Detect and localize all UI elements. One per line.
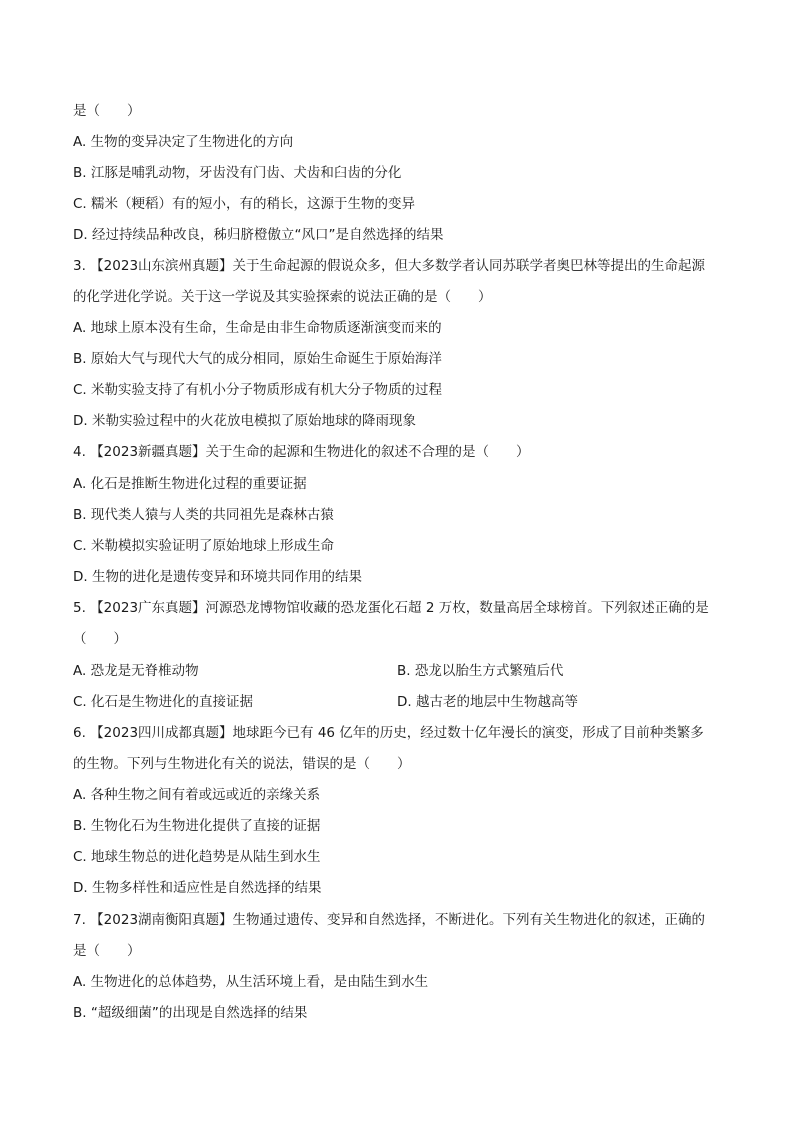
option-line: D. 生物的进化是遗传变异和环境共同作用的结果: [73, 569, 362, 585]
option-line: B. 原始大气与现代大气的成分相同，原始生命诞生于原始海洋: [73, 351, 442, 367]
option-line: B. 恐龙以胎生方式繁殖后代: [397, 663, 564, 679]
text-line: B. 江豚是哺乳动物，牙齿没有门齿、犬齿和臼齿的分化: [73, 165, 402, 181]
option-line: D. 生物多样性和适应性是自然选择的结果: [73, 880, 322, 896]
text-line: C. 糯米（粳稻）有的短小，有的稍长，这源于生物的变异: [73, 196, 416, 212]
question-text: （ ）: [73, 631, 127, 647]
question-text: 5. 【2023广东真题】河源恐龙博物馆收藏的恐龙蛋化石超 2 万枚，数量高居全球榜首。下列叙述正确的是: [73, 600, 709, 616]
option-line: B. 现代类人猿与人类的共同祖先是森林古猿: [73, 507, 334, 523]
option-line: B. “超级细菌”的出现是自然选择的结果: [73, 1005, 308, 1021]
option-line: A. 恐龙是无脊椎动物: [73, 663, 199, 679]
text-line: 是（ ）: [73, 103, 141, 119]
question-text: 的化学进化学说。关于这一学说及其实验探索的说法正确的是（ ）: [73, 289, 492, 305]
option-line: C. 地球生物总的进化趋势是从陆生到水生: [73, 849, 321, 865]
option-line: A. 地球上原本没有生命，生命是由非生命物质逐渐演变而来的: [73, 320, 442, 336]
question-text: 3. 【2023山东滨州真题】关于生命起源的假说众多，但大多数学者认同苏联学者奥巴林等提出的生命起源: [73, 258, 706, 274]
option-line: D. 米勒实验过程中的火花放电模拟了原始地球的降雨现象: [73, 413, 416, 429]
question-text: 7. 【2023湖南衡阳真题】生物通过遗传、变异和自然选择，不断进化。下列有关生物进化的叙述，正确的: [73, 912, 706, 928]
question-text: 4. 【2023新疆真题】关于生命的起源和生物进化的叙述不合理的是（ ）: [73, 444, 530, 460]
text-line: A. 生物的变异决定了生物进化的方向: [73, 134, 294, 150]
question-text: 是（ ）: [73, 943, 141, 959]
option-line: C. 米勒模拟实验证明了原始地球上形成生命: [73, 538, 335, 554]
option-line: A. 化石是推断生物进化过程的重要证据: [73, 476, 307, 492]
text-line: D. 经过持续品种改良，秭归脐橙傲立“风口”是自然选择的结果: [73, 227, 444, 243]
option-line: B. 生物化石为生物进化提供了直接的证据: [73, 818, 321, 834]
question-text: 6. 【2023四川成都真题】地球距今已有 46 亿年的历史，经过数十亿年漫长的演变，形成了目前种类繁多: [73, 725, 704, 741]
option-line: A. 各种生物之间有着或远或近的亲缘关系: [73, 787, 321, 803]
question-text: 的生物。下列与生物进化有关的说法，错误的是（ ）: [73, 756, 411, 772]
option-line: C. 米勒实验支持了有机小分子物质形成有机大分子物质的过程: [73, 382, 443, 398]
option-line: A. 生物进化的总体趋势，从生活环境上看，是由陆生到水生: [73, 974, 429, 990]
option-line: D. 越古老的地层中生物越高等: [397, 694, 578, 710]
option-line: C. 化石是生物进化的直接证据: [73, 694, 254, 710]
